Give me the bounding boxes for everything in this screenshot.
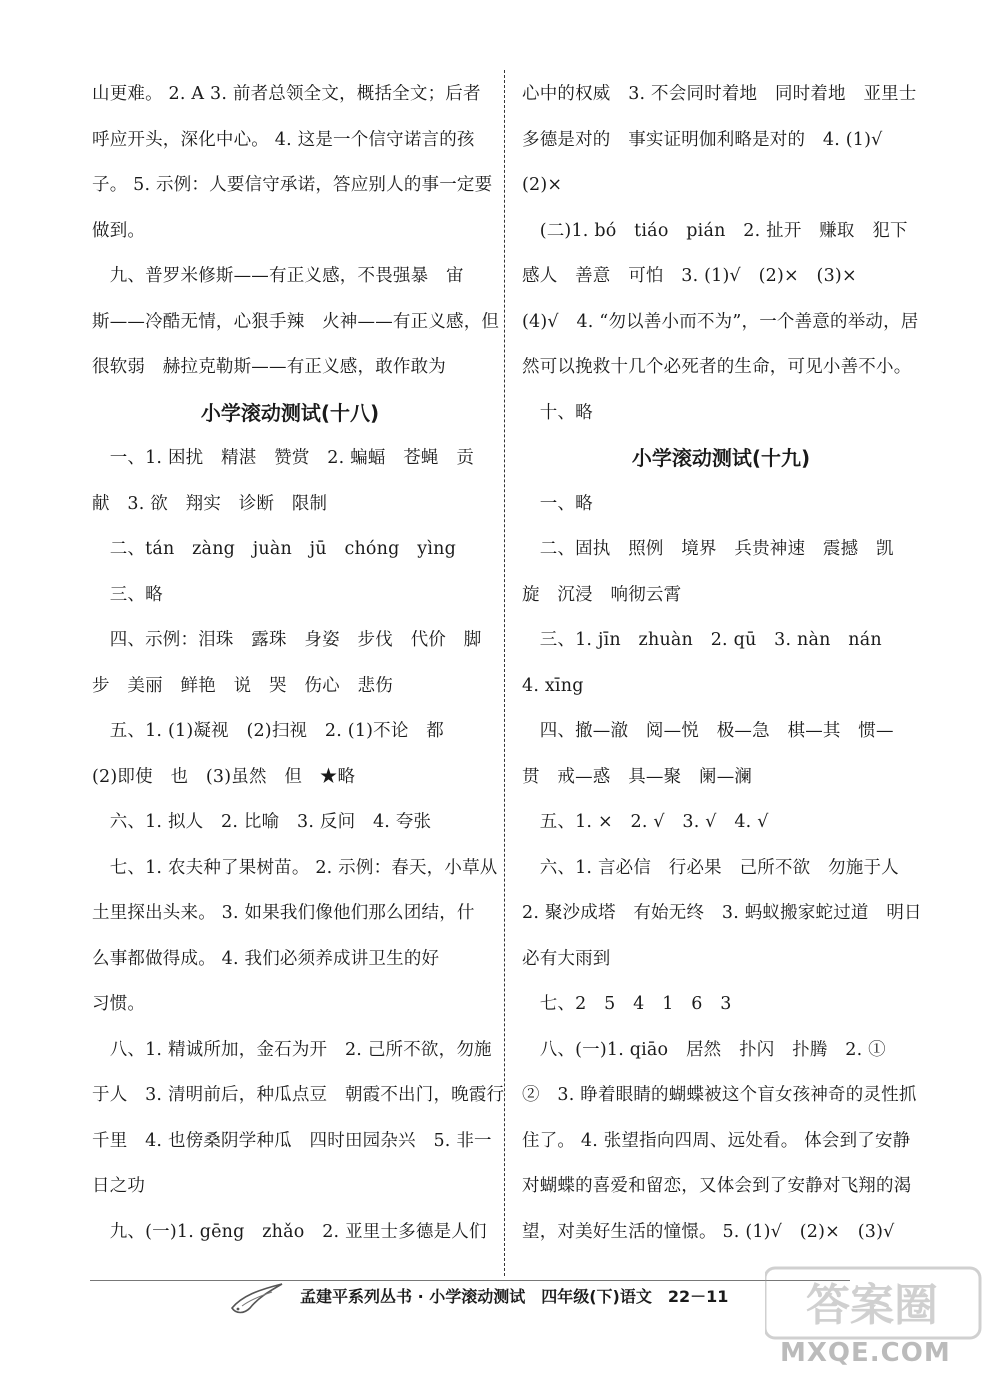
answer-line: 感人 善意 可怕 3. (1)√ (2)× (3)×	[522, 266, 857, 286]
answer-line: 然可以挽救十几个必死者的生命，可见小善不小。	[522, 357, 912, 377]
answer-line: 五、1. × 2. √ 3. √ 4. √	[522, 812, 769, 832]
answer-line: 日之功	[92, 1176, 146, 1196]
answer-line: 对蝴蝶的喜爱和留恋，又体会到了安静对飞翔的渴	[522, 1176, 912, 1196]
answer-line: 必有大雨到	[522, 948, 611, 969]
footer-rule	[90, 1280, 850, 1281]
answer-line: 七、2 5 4 1 6 3	[522, 994, 732, 1014]
answer-line: 八、1. 精诚所加，金石为开 2. 己所不欲，勿施	[92, 1039, 492, 1060]
answer-line: 多德是对的 事实证明伽利略是对的 4. (1)√	[522, 129, 883, 150]
answer-line: 贯 戒—惑 具—聚 阑—澜	[522, 766, 753, 787]
answer-line: 献 3. 欲 翔实 诊断 限制	[92, 493, 328, 514]
answer-line: 三、1. jīn zhuàn 2. qū 3. nàn nán	[522, 630, 882, 650]
answer-line: 四、示例：泪珠 露珠 身姿 步伐 代价 脚	[92, 630, 482, 650]
answer-line: 一、1. 困扰 精湛 赞赏 2. 蝙蝠 苍蝇 贡	[92, 448, 475, 468]
answer-line: 七、1. 农夫种了果树苗。 2. 示例：春天，小草从	[92, 857, 498, 878]
answer-line: 五、1. (1)凝视 (2)扫视 2. (1)不论 都	[92, 721, 444, 741]
answer-line: 九、(一)1. gēng zhǎo 2. 亚里士多德是人们	[92, 1221, 487, 1242]
answer-line: 心中的权威 3. 不会同时着地 同时着地 亚里士	[522, 84, 917, 104]
column-divider	[504, 70, 505, 1276]
answer-line: 八、(一)1. qiāo 居然 扑闪 扑腾 2. ①	[522, 1039, 886, 1060]
answer-line: 望，对美好生活的憧憬。 5. (1)√ (2)× (3)√	[522, 1221, 895, 1242]
footer-text: 孟建平系列丛书 · 小学滚动测试 四年级(下)语文 22－11	[300, 1287, 729, 1306]
answer-line: 于人 3. 清明前后，种瓜点豆 朝霞不出门，晚霞行	[92, 1085, 505, 1105]
answer-line: 九、普罗米修斯——有正义感，不畏强暴 宙	[92, 266, 464, 286]
answer-line: 呼应开头，深化中心。 4. 这是一个信守诺言的孩	[92, 129, 475, 150]
answer-line: 土里探出头来。 3. 如果我们像他们那么团结，什	[92, 903, 475, 923]
answer-line: 么事都做得成。 4. 我们必须养成讲卫生的好	[92, 948, 440, 969]
answer-line: (2)×	[522, 175, 563, 195]
answer-line: 住了。 4. 张望指向四周、远处看。 体会到了安静	[522, 1130, 911, 1151]
answer-line: 步 美丽 鲜艳 说 哭 伤心 悲伤	[92, 675, 393, 696]
answer-line: 旋 沉浸 响彻云霄	[522, 584, 682, 605]
answer-line: 做到。	[92, 220, 146, 241]
watermark-logo-text: 答案圈	[806, 1280, 938, 1331]
answer-line: 四、撤—澈 阅—悦 极—急 棋—其 惯—	[522, 721, 894, 741]
answer-line: (4)√ 4. “勿以善小而不为”，一个善意的举动，居	[522, 311, 919, 332]
answer-line: 千里 4. 也傍桑阴学种瓜 四时田园杂兴 5. 非一	[92, 1130, 492, 1151]
answer-line: 六、1. 拟人 2. 比喻 3. 反问 4. 夸张	[92, 812, 432, 832]
answer-line: 山更难。 2. A 3. 前者总领全文，概括全文；后者	[92, 84, 481, 104]
answer-line: (二)1. bó tiáo pián 2. 扯开 赚取 犯下	[522, 220, 908, 241]
answer-line: 子。 5. 示例：人要信守承诺，答应别人的事一定要	[92, 175, 493, 195]
answer-line: 很软弱 赫拉克勒斯——有正义感，敢作敢为	[92, 357, 446, 377]
answer-line: 三、略	[92, 584, 163, 605]
answer-line: 十、略	[522, 402, 593, 423]
answer-line: 二、tán zàng juàn jū chóng yìng	[92, 539, 456, 559]
answer-line: 二、固执 照例 境界 兵贵神速 震撼 凯	[522, 539, 894, 559]
answer-line: 一、略	[522, 493, 593, 514]
section-title: 小学滚动测试(十九)	[631, 446, 811, 470]
answer-line: 2. 聚沙成塔 有始无终 3. 蚂蚁搬家蛇过道 明日	[522, 903, 922, 923]
left-column	[92, 72, 505, 1255]
bird-logo-icon	[228, 1278, 286, 1318]
answer-line: ② 3. 睁着眼睛的蝴蝶被这个盲女孩神奇的灵性抓	[522, 1085, 917, 1105]
right-column	[522, 72, 920, 1255]
answer-line: 习惯。	[92, 994, 146, 1014]
answer-line: 六、1. 言必信 行必果 己所不欲 勿施于人	[522, 857, 899, 878]
answer-line: 斯——冷酷无情，心狠手辣 火神——有正义感，但	[92, 311, 500, 332]
watermark-site-text: MXQE.COM	[780, 1338, 951, 1368]
section-title: 小学滚动测试(十八)	[200, 400, 380, 425]
answer-line: (2)即使 也 (3)虽然 但 ★略	[92, 766, 356, 787]
answer-line: 4. xīng	[522, 675, 584, 696]
